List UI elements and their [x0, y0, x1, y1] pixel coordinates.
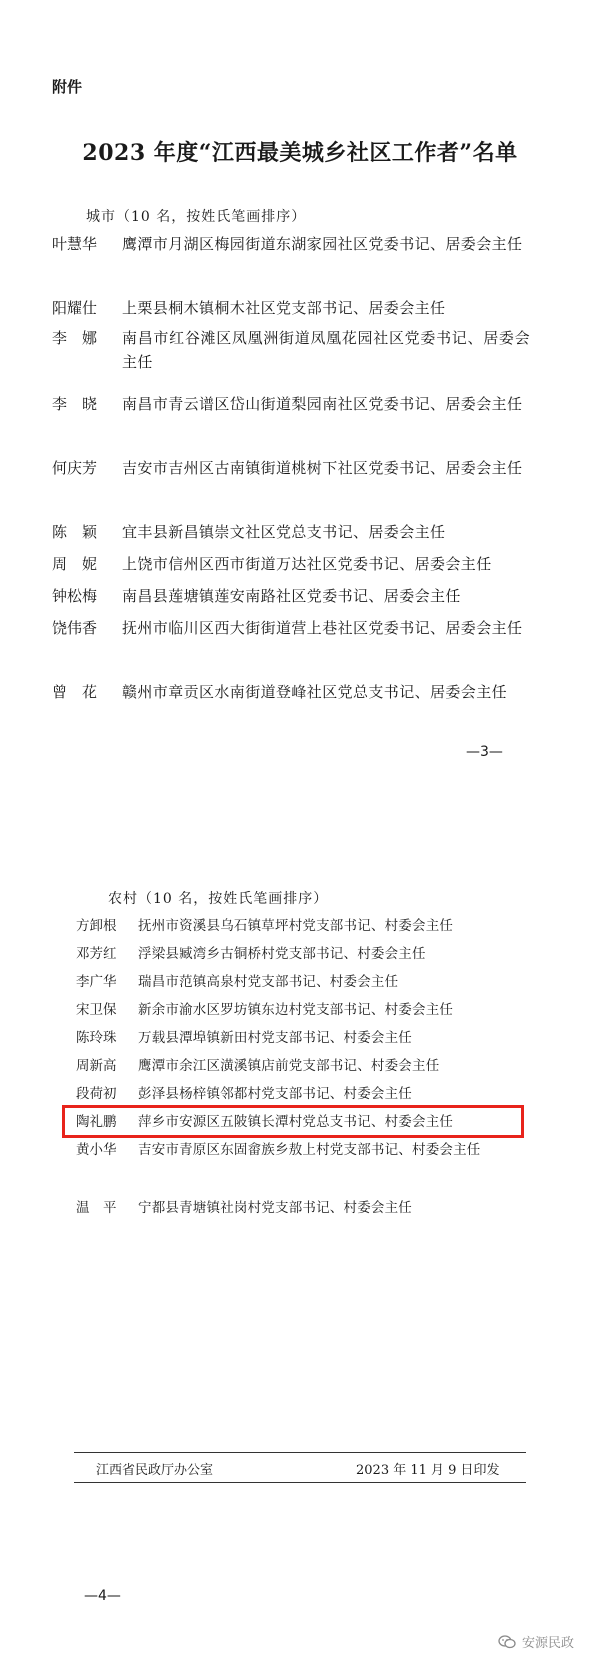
- person-name: 阳耀仕: [52, 299, 98, 317]
- person-name: 李广华: [76, 974, 117, 990]
- list-item: [52, 326, 530, 374]
- person-title: 宜丰县新昌镇崇文社区党总支书记、居委会主任: [122, 523, 446, 541]
- list-item: [76, 1138, 516, 1163]
- page-number: —3—: [466, 744, 503, 760]
- list-item: [76, 1054, 516, 1079]
- person-title: 宁都县青塘镇社岗村党支部书记、村委会主任: [138, 1200, 412, 1216]
- person-name: 李 晓: [52, 395, 98, 413]
- person-title: 鹰潭市月湖区梅园街道东湖家园社区党委书记、居委会主任: [122, 235, 523, 253]
- person-name: 曾 花: [52, 683, 98, 701]
- list-item: [76, 1082, 516, 1107]
- list-item: [76, 942, 516, 967]
- rural-section-heading: 农村（10 名，按姓氏笔画排序）: [108, 891, 329, 907]
- person-name: 邓芳红: [76, 946, 117, 962]
- list-item: [52, 584, 530, 608]
- person-title: 赣州市章贡区水南街道登峰社区党总支书记、居委会主任: [122, 683, 508, 701]
- list-item: [52, 232, 530, 256]
- footer-date: 2023 年 11 月 9 日印发: [356, 1463, 500, 1478]
- person-name: 周 妮: [52, 555, 98, 573]
- footer-issuer: 江西省民政厅办公室: [96, 1463, 214, 1478]
- person-title: 上栗县桐木镇桐木社区党支部书记、居委会主任: [122, 299, 446, 317]
- person-title: 南昌县莲塘镇莲安南路社区党委书记、居委会主任: [122, 587, 461, 605]
- list-item: [52, 296, 530, 320]
- highlight-box: [62, 1105, 524, 1138]
- list-item: [76, 1026, 516, 1051]
- city-section-heading: 城市（10 名，按姓氏笔画排序）: [86, 209, 307, 225]
- person-name: 叶慧华: [52, 235, 98, 253]
- person-title: 浮梁县臧湾乡古铜桥村党支部书记、村委会主任: [138, 946, 426, 962]
- list-item: [52, 680, 530, 704]
- person-title: 抚州市临川区西大街街道营上巷社区党委书记、居委会主任: [122, 619, 523, 637]
- person-title: 鹰潭市余江区潢溪镇店前党支部书记、村委会主任: [138, 1058, 440, 1074]
- list-item: [76, 914, 516, 939]
- person-name: 何庆芳: [52, 459, 98, 477]
- footer-top-rule: [74, 1452, 526, 1453]
- person-title: 新余市渝水区罗坊镇东边村党支部书记、村委会主任: [138, 1002, 454, 1018]
- person-name: 宋卫保: [76, 1002, 117, 1018]
- person-name: 方卸根: [76, 918, 117, 934]
- person-name: 陈玲珠: [76, 1030, 117, 1046]
- person-name: 黄小华: [76, 1142, 117, 1158]
- person-name: 饶伟香: [52, 619, 98, 637]
- wechat-icon: [498, 1635, 516, 1649]
- list-item: [52, 456, 530, 480]
- list-item: [52, 616, 530, 640]
- list-item: [52, 552, 530, 576]
- person-name: 钟松梅: [52, 587, 98, 605]
- watermark: [498, 1632, 574, 1651]
- watermark-text: 安源民政: [521, 1636, 574, 1651]
- person-title: 吉安市青原区东固畲族乡敖上村党支部书记、村委会主任: [138, 1142, 481, 1158]
- person-name: 陈 颖: [52, 523, 98, 541]
- person-title: 万载县潭埠镇新田村党支部书记、村委会主任: [138, 1030, 412, 1046]
- person-title: 抚州市资溪县乌石镇草坪村党支部书记、村委会主任: [138, 918, 454, 934]
- person-title: 南昌市青云谱区岱山街道梨园南社区党委书记、居委会主任: [122, 395, 523, 413]
- list-item: [76, 998, 516, 1023]
- attachment-label: 附件: [52, 78, 83, 96]
- person-title: 上饶市信州区西市街道万达社区党委书记、居委会主任: [122, 555, 492, 573]
- list-item: [52, 392, 530, 416]
- person-title: 萍乡市安源区五陂镇长潭村党总支书记、村委会主任: [138, 1114, 454, 1130]
- list-item: [76, 1196, 516, 1221]
- person-title: 南昌市红谷滩区凤凰洲街道凤凰花园社区党委书记、居委会主任: [122, 329, 530, 371]
- list-item: [76, 970, 516, 995]
- footer-bottom-rule: [74, 1482, 526, 1483]
- person-name: 陶礼鹏: [76, 1114, 117, 1130]
- person-title: 瑞昌市范镇高泉村党支部书记、村委会主任: [138, 974, 399, 990]
- person-title: 吉安市吉州区古南镇街道桃树下社区党委书记、居委会主任: [122, 459, 523, 477]
- person-name: 李 娜: [52, 329, 98, 347]
- list-item: [52, 520, 530, 544]
- person-name: 温 平: [76, 1200, 117, 1216]
- person-name: 周新高: [76, 1058, 117, 1074]
- document-title: 2023 年度“江西最美城乡社区工作者”名单: [82, 140, 518, 166]
- person-name: 段荷初: [76, 1086, 117, 1102]
- page-number: —4—: [84, 1588, 121, 1604]
- person-title: 彭泽县杨梓镇邻都村党支部书记、村委会主任: [138, 1086, 412, 1102]
